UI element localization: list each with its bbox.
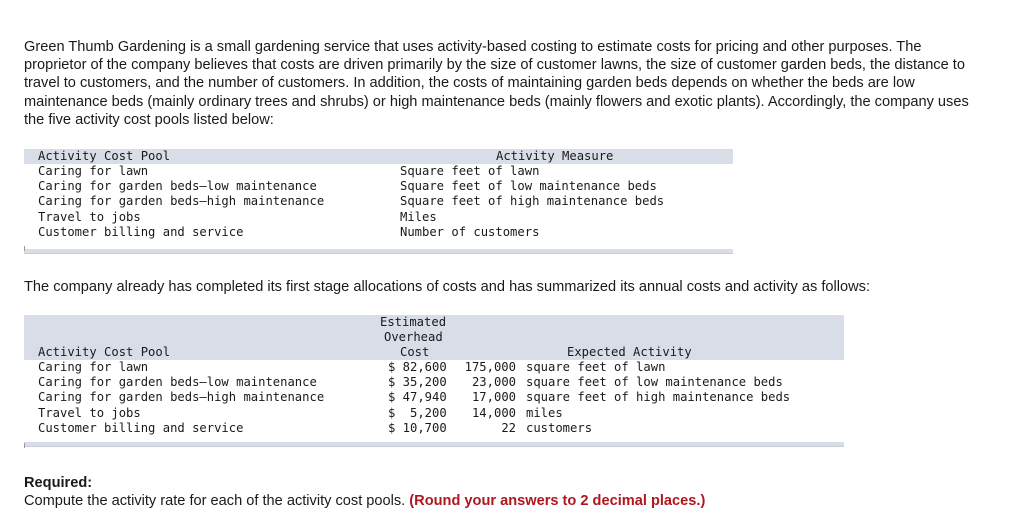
cost-pool-cell: Customer billing and service bbox=[38, 224, 244, 239]
activity-quantity-cell: 17,000 bbox=[471, 390, 516, 405]
cost-pool-cell: Caring for lawn bbox=[38, 164, 149, 178]
rounding-note: (Round your answers to 2 decimal places.) bbox=[409, 493, 706, 509]
overhead-cost-cell: $ 10,700 bbox=[388, 420, 447, 435]
activity-measure-cell: Square feet of lawn bbox=[400, 164, 540, 178]
cost-pool-cell: Caring for garden beds–low maintenance bbox=[38, 179, 317, 194]
header-cost-line-3: Cost bbox=[400, 345, 430, 359]
activity-unit-cell: miles bbox=[526, 405, 563, 420]
table-row bbox=[24, 164, 733, 179]
activity-quantity-cell: 23,000 bbox=[471, 375, 516, 390]
required-label: Required: bbox=[24, 475, 93, 491]
header-cost-line-1: Estimated bbox=[380, 315, 447, 329]
table-footer-bar bbox=[24, 249, 733, 254]
table-row bbox=[24, 179, 733, 194]
activity-measure-cell: Square feet of low maintenance beds bbox=[400, 179, 657, 194]
header-activity-cost-pool: Activity Cost Pool bbox=[38, 149, 171, 163]
cost-pool-cell: Caring for garden beds–high maintenance bbox=[38, 390, 325, 405]
table-footer-bar bbox=[24, 442, 844, 447]
overhead-cost-cell: $ 5,200 bbox=[388, 405, 447, 420]
cost-pool-cell: Customer billing and service bbox=[38, 420, 244, 435]
table-divider bbox=[24, 443, 25, 448]
header-activity-measure: Activity Measure bbox=[496, 149, 614, 163]
overhead-cost-cell: $ 82,600 bbox=[388, 360, 447, 374]
table-row bbox=[24, 375, 844, 390]
overhead-cost-cell: $ 35,200 bbox=[388, 375, 447, 390]
table-row bbox=[24, 421, 844, 436]
activity-quantity-cell: 22 bbox=[501, 420, 516, 435]
cost-pool-cell: Caring for garden beds–low maintenance bbox=[38, 375, 317, 390]
cost-pool-cell: Caring for lawn bbox=[38, 360, 149, 374]
activity-unit-cell: square feet of high maintenance beds bbox=[526, 390, 791, 405]
activity-quantity-cell: 175,000 bbox=[464, 360, 516, 374]
table-row bbox=[24, 360, 844, 375]
activity-unit-cell: customers bbox=[526, 420, 593, 435]
activity-unit-cell: square feet of lawn bbox=[526, 360, 666, 374]
cost-pool-cell: Travel to jobs bbox=[38, 405, 141, 420]
table-row bbox=[24, 406, 844, 421]
table-row bbox=[24, 390, 844, 405]
activity-unit-cell: square feet of low maintenance beds bbox=[526, 375, 783, 390]
header-cost-line-2: Overhead bbox=[384, 330, 443, 344]
table-divider bbox=[24, 246, 25, 251]
table-row bbox=[24, 194, 733, 209]
activity-measure-cell: Square feet of high maintenance beds bbox=[400, 194, 665, 209]
table-header bbox=[24, 149, 733, 164]
overhead-cost-cell: $ 47,940 bbox=[388, 390, 447, 405]
table-header bbox=[24, 315, 844, 360]
required-text: Compute the activity rate for each of the activity cost pools. bbox=[24, 493, 410, 509]
header-expected-activity: Expected Activity bbox=[567, 345, 692, 359]
required-section bbox=[24, 474, 705, 510]
activity-quantity-cell: 14,000 bbox=[471, 405, 516, 420]
intro-paragraph: Green Thumb Gardening is a small gardening service that uses activity-based costing to estimate costs for pricing and other purposes. The proprietor of the company believes that costs are driven primarily by the size of customer lawns, the size of customer garden beds, the distance to travel to customers, and the number of customers. In addition, the costs of maintaining garden beds depends on whether the beds are low maintenance beds (mainly ordinary trees and shrubs) or high maintenance beds (mainly flowers and exotic plants). Accordingly, the company uses the five activity cost pools listed below: bbox=[24, 39, 969, 128]
activity-measure-cell: Number of customers bbox=[400, 224, 540, 239]
activity-measure-cell: Miles bbox=[400, 209, 437, 224]
table-row bbox=[24, 210, 733, 225]
table-row bbox=[24, 225, 733, 240]
cost-pool-cell: Caring for garden beds–high maintenance bbox=[38, 194, 325, 209]
cost-activity-table bbox=[24, 315, 844, 447]
header-activity-cost-pool: Activity Cost Pool bbox=[38, 345, 171, 359]
activity-measure-table bbox=[24, 149, 733, 254]
summary-paragraph: The company already has completed its first stage allocations of costs and has summarized its annual costs and activity as follows: bbox=[24, 279, 871, 295]
cost-pool-cell: Travel to jobs bbox=[38, 209, 141, 224]
required-instruction bbox=[24, 492, 705, 510]
